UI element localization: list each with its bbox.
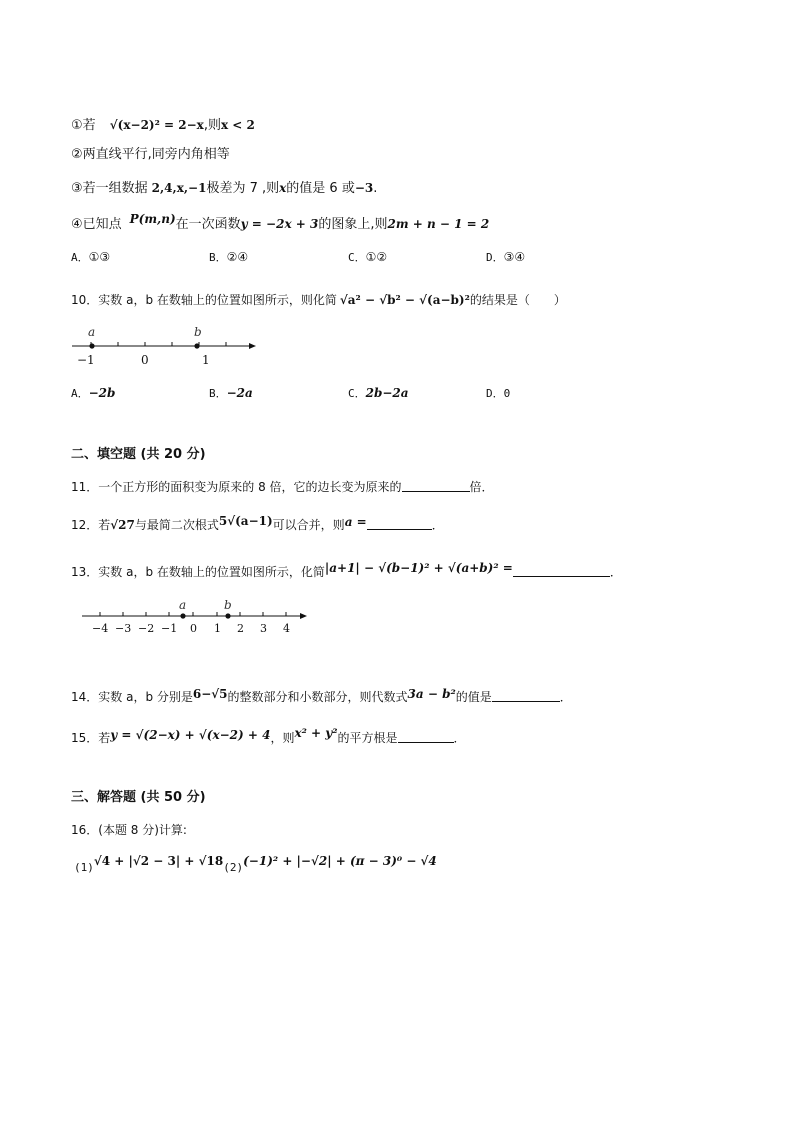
q9-item3-var: x (279, 181, 287, 195)
q13-tick-neg1: −1 (161, 622, 178, 635)
q9-option-d[interactable]: D．③④ (486, 250, 526, 264)
q9-item1-prefix: ①若 (71, 118, 96, 133)
q13-tick-4: 4 (283, 622, 290, 635)
q9-item4 (71, 212, 490, 234)
q9-item3-data: 2,4,x,−1 (151, 181, 207, 195)
q14-prefix: 14．实数 a，b 分别是 (71, 690, 193, 704)
q12-b: 5√(a−1) (218, 514, 273, 528)
q13-tick-neg4: −4 (92, 622, 109, 635)
q11-prefix: 11．一个正方形的面积变为原来的 8 倍，它的边长变为原来的 (71, 480, 402, 494)
q12-mid2: 可以合并，则 (272, 518, 345, 532)
q10-label-a: a (88, 325, 96, 339)
q13-label-b: b (224, 598, 232, 612)
q9-item2: ②两直线平行,同旁内角相等 (71, 147, 230, 162)
q13-label-a: a (179, 598, 187, 612)
q16-parts (74, 852, 437, 874)
q16-p1-expr: √4 + |√2 − 3| + √18 (93, 854, 224, 868)
q10-stem-suffix: 的结果是（ ） (469, 293, 566, 307)
q13-tick-neg2: −2 (138, 622, 155, 635)
q10-expr: √a² − √b² − √(a−b)² (339, 293, 470, 307)
q10-tick-1: 1 (202, 353, 210, 367)
q12 (71, 516, 444, 534)
q10-option-c[interactable]: C．2b−2a (348, 386, 409, 400)
q12-answer-blank[interactable] (367, 517, 432, 530)
q15-mid: ，则 (270, 731, 295, 745)
q10-option-a[interactable]: A．−2b (71, 386, 116, 400)
q11-answer-blank[interactable] (402, 479, 470, 492)
q16-stem: 16．(本题 8 分)计算: (71, 823, 187, 837)
q14-end: ． (559, 690, 572, 704)
q12-var: a = (344, 515, 367, 529)
q9-item4-func: y = −2x + 3 (240, 217, 319, 231)
q10-number-line (70, 322, 260, 368)
q9-item3-end: . (373, 181, 378, 196)
q15-prefix: 15．若 (71, 731, 111, 745)
q15-end: ． (453, 731, 466, 745)
q9-item1 (71, 116, 255, 135)
q16-p1-label: (1) (74, 861, 94, 874)
q16-p2-label: (2) (223, 861, 244, 874)
q9-item3 (71, 179, 377, 198)
q12-mid: 与最简二次根式 (134, 518, 219, 532)
q9-item4-eq: 2m + n − 1 = 2 (387, 217, 490, 231)
q10-stem-prefix: 10．实数 a，b 在数轴上的位置如图所示，则化简 (71, 293, 337, 307)
q15-answer-blank[interactable] (398, 730, 454, 743)
q14-suffix: 的值是 (455, 690, 492, 704)
q9-item1-expr: √(x−2)² = 2−x (109, 118, 204, 132)
q13-suffix: ． (609, 565, 622, 579)
q9-item3-val: −3 (354, 181, 374, 195)
q15-var: x² + y² (294, 726, 338, 740)
q14 (71, 688, 572, 706)
q10-option-d[interactable]: D．0 (486, 387, 511, 400)
q13-prefix: 13．实数 a，b 在数轴上的位置如图所示，化简 (71, 565, 325, 579)
q13-tick-3: 3 (260, 622, 267, 635)
q9-item1-cond: x < 2 (220, 118, 255, 132)
q13-tick-0: 0 (190, 622, 197, 635)
q14-answer-blank[interactable] (492, 689, 560, 702)
q13-tick-2: 2 (237, 622, 244, 635)
q12-prefix: 12．若 (71, 518, 111, 532)
q9-item4-point: P(m,n) (129, 212, 176, 226)
q9-option-a[interactable]: A．①③ (71, 250, 111, 264)
q14-expr: 3a − b² (407, 687, 456, 701)
q13-tick-neg3: −3 (115, 622, 132, 635)
q16-p2-expr: (−1)² + |−√2| + (π − 3)⁰ − √4 (243, 854, 437, 868)
q9-item4-mid2: 的图象上,则 (318, 217, 388, 232)
q15-expr: y = √(2−x) + √(x−2) + 4 (110, 728, 271, 742)
q10-stem (71, 291, 566, 309)
q10-tick-0: 0 (141, 353, 149, 367)
section3-title: 三、解答题 (共 50 分) (71, 790, 206, 805)
q10-label-b: b (194, 325, 202, 339)
q15 (71, 726, 466, 747)
q9-option-b[interactable]: B．②④ (209, 250, 249, 264)
q9-item3-suffix: 的值是 6 或 (286, 181, 355, 196)
q13-answer-blank[interactable] (513, 564, 610, 577)
q12-suffix: ． (431, 518, 444, 532)
q9-option-c[interactable]: C．①② (348, 250, 388, 264)
q15-suffix: 的平方根是 (337, 731, 398, 745)
q14-num: 6−√5 (192, 687, 228, 701)
q10-option-b[interactable]: B．−2a (209, 386, 253, 400)
q14-mid: 的整数部分和小数部分，则代数式 (227, 690, 408, 704)
q9-item4-mid: 在一次函数 (175, 217, 241, 232)
q9-item1-mid: ,则 (203, 118, 221, 133)
q9-item3-prefix: ③若一组数据 (71, 181, 148, 196)
section2-title: 二、填空题 (共 20 分) (71, 447, 206, 462)
q11 (71, 478, 494, 496)
q13 (71, 563, 622, 581)
q13-tick-1: 1 (214, 622, 221, 635)
q13-number-line (80, 596, 312, 636)
q12-a: √27 (110, 518, 135, 532)
q9-item4-prefix: ④已知点 (71, 217, 122, 232)
q11-suffix: 倍． (469, 480, 494, 494)
q13-expr: |a+1| − √(b−1)² + √(a+b)² = (324, 561, 513, 575)
q10-tick-neg1: −1 (77, 353, 95, 367)
q9-item3-mid: 极差为 7 ,则 (206, 181, 280, 196)
